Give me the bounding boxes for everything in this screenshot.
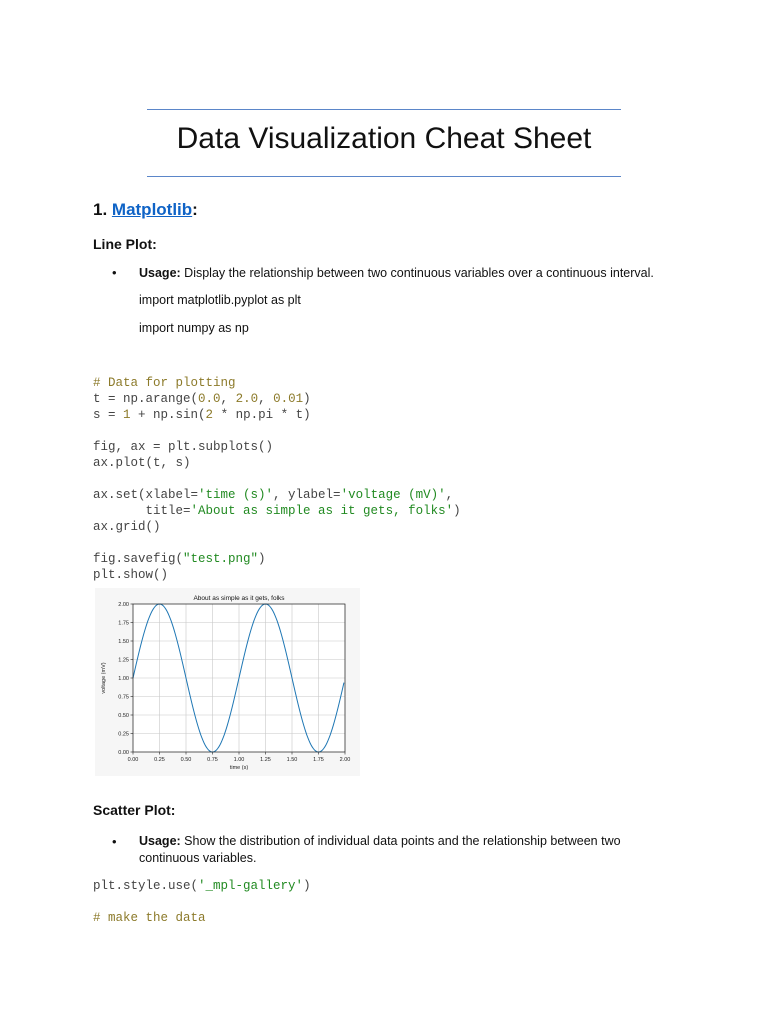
y-tick-label: 0.50 bbox=[118, 713, 129, 719]
import-line-1: import matplotlib.pyplot as plt bbox=[139, 293, 301, 307]
title-rule-top bbox=[147, 109, 621, 110]
code-string: 'time (s)' bbox=[198, 488, 274, 502]
code-number: 2.0 bbox=[235, 392, 259, 406]
code-number: 0.01 bbox=[273, 392, 304, 406]
code-token: , ylabel= bbox=[273, 488, 341, 502]
code-number: 2 bbox=[205, 408, 214, 422]
import-line-2: import numpy as np bbox=[139, 321, 249, 335]
code-token: s = bbox=[93, 408, 124, 422]
section-colon: : bbox=[192, 200, 198, 219]
code-line: ax.plot(t, s) bbox=[93, 456, 191, 470]
x-tick-label: 1.50 bbox=[286, 757, 298, 763]
y-tick-label: 2.00 bbox=[118, 602, 129, 608]
y-tick-label: 1.25 bbox=[118, 657, 129, 664]
code-string: "test.png" bbox=[183, 552, 259, 566]
page-title: Data Visualization Cheat Sheet bbox=[176, 122, 592, 155]
x-tick-label: 1.25 bbox=[260, 757, 271, 763]
scatter-usage bbox=[139, 833, 679, 867]
x-axis-label: time (s) bbox=[229, 765, 249, 771]
y-axis-label: voltage (mV) bbox=[101, 662, 107, 694]
lineplot-heading: Line Plot: bbox=[93, 236, 157, 252]
code-token: fig.savefig( bbox=[93, 552, 184, 566]
code-line: plt.show() bbox=[93, 568, 169, 582]
x-tick-label: 1.75 bbox=[313, 757, 324, 763]
code-block-scatter bbox=[93, 878, 311, 926]
chart-title: About as simple as it gets, folks bbox=[193, 595, 285, 602]
scatter-heading: Scatter Plot: bbox=[93, 802, 176, 818]
code-token: ) bbox=[303, 392, 311, 406]
y-tick-label: 0.75 bbox=[118, 694, 129, 701]
code-block-lineplot bbox=[93, 375, 461, 583]
x-tick-label: 0.75 bbox=[207, 757, 218, 763]
usage-label: Usage: bbox=[139, 266, 181, 280]
code-token: , bbox=[220, 392, 236, 406]
usage-text: Show the distribution of individual data points and the relationship between two continuous variables. bbox=[139, 834, 621, 865]
y-tick-label: 1.00 bbox=[118, 676, 129, 682]
code-string: 'voltage (mV)' bbox=[340, 488, 446, 502]
code-token: ) bbox=[453, 504, 461, 518]
matplotlib-link[interactable]: Matplotlib bbox=[111, 200, 193, 219]
code-token: + np.sin( bbox=[130, 408, 206, 422]
x-tick-label: 0.50 bbox=[180, 757, 192, 763]
usage-text: Display the relationship between two continuous variables over a continuous interval. bbox=[180, 266, 654, 280]
code-comment: # Data for plotting bbox=[93, 376, 236, 390]
code-token: , bbox=[258, 392, 274, 406]
section-heading-matplotlib bbox=[93, 200, 198, 220]
section-number: 1. bbox=[93, 200, 112, 219]
code-comment: # make the data bbox=[93, 911, 206, 925]
x-tick-label: 1.00 bbox=[233, 757, 245, 763]
line-chart bbox=[95, 588, 360, 776]
x-tick-label: 0.25 bbox=[154, 757, 165, 763]
code-token: ) bbox=[303, 879, 311, 893]
code-token: t = np.arange( bbox=[93, 392, 199, 406]
title-rule-bottom bbox=[147, 176, 621, 177]
code-number: 0.0 bbox=[198, 392, 221, 406]
code-line: ax.grid() bbox=[93, 520, 161, 534]
code-token: ax.set(xlabel= bbox=[93, 488, 199, 502]
x-tick-label: 2.00 bbox=[339, 757, 351, 763]
code-number: 1 bbox=[123, 408, 131, 422]
code-string: 'About as simple as it gets, folks' bbox=[190, 504, 454, 518]
y-tick-label: 0.25 bbox=[118, 731, 129, 738]
code-token: * np.pi * t) bbox=[213, 408, 311, 422]
x-tick-label: 0.00 bbox=[127, 757, 139, 763]
code-token: ) bbox=[258, 552, 266, 566]
code-token: plt.style.use( bbox=[93, 879, 199, 893]
bullet-icon: • bbox=[112, 834, 117, 849]
lineplot-usage bbox=[139, 265, 719, 282]
code-token: , bbox=[445, 488, 454, 502]
y-tick-label: 1.50 bbox=[118, 639, 129, 645]
bullet-icon: • bbox=[112, 265, 117, 280]
code-token: title= bbox=[93, 504, 191, 518]
usage-label: Usage: bbox=[139, 834, 181, 848]
code-string: '_mpl-gallery' bbox=[198, 879, 304, 893]
y-tick-label: 0.00 bbox=[118, 750, 129, 756]
y-tick-label: 1.75 bbox=[118, 620, 129, 627]
code-line: fig, ax = plt.subplots() bbox=[93, 440, 274, 454]
